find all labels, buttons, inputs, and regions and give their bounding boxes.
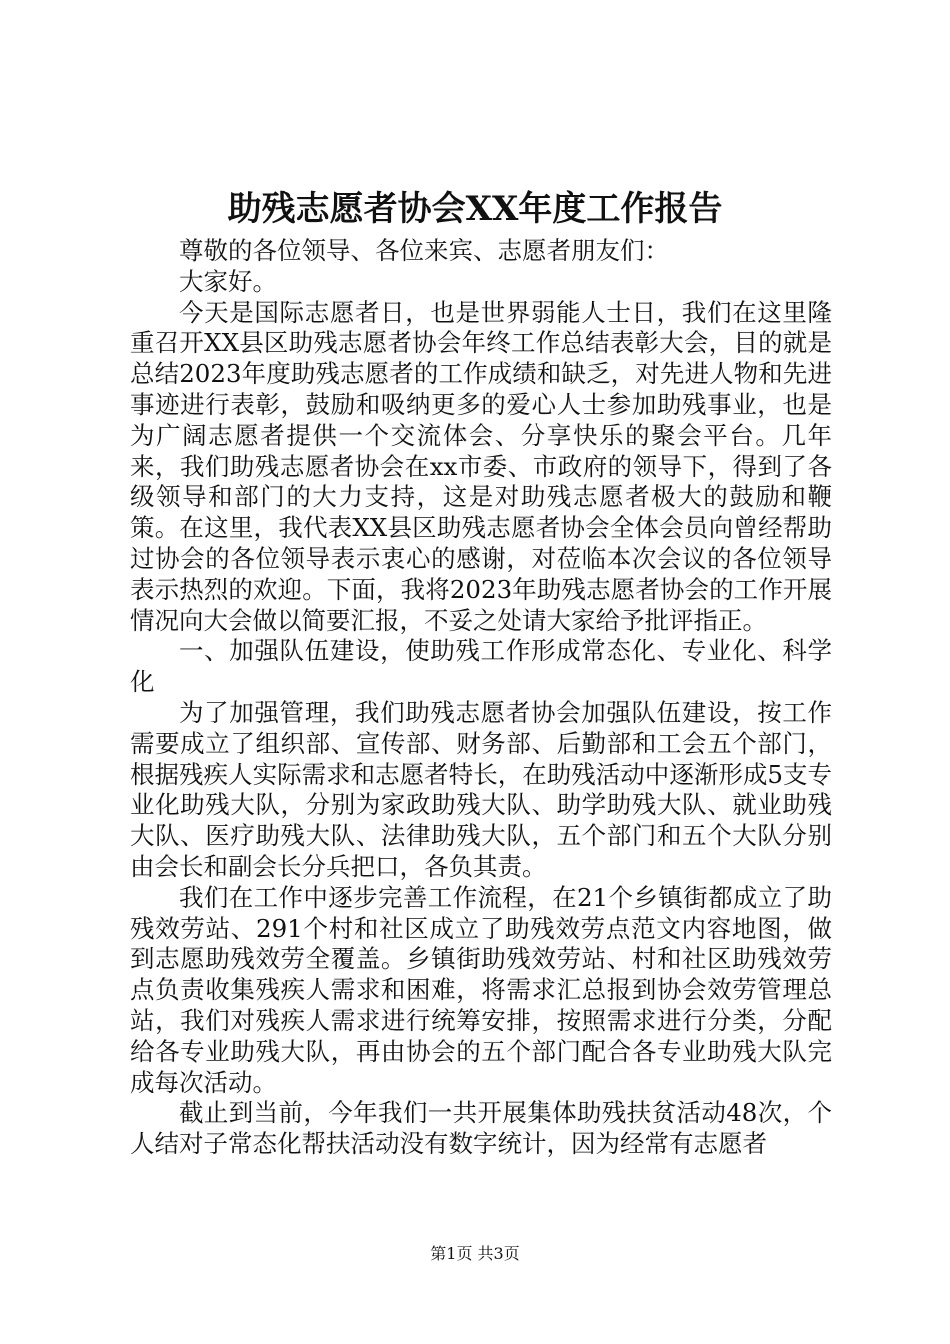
body-paragraph: 截止到当前，今年我们一共开展集体助残扶贫活动48次，个人结对子常态化帮扶活动没有数字统计，因为经常有志愿者 xyxy=(130,1098,832,1159)
body-paragraph: 为了加强管理，我们助残志愿者协会加强队伍建设，按工作需要成立了组织部、宣传部、财务部、后勤部和工会五个部门，根据残疾人实际需求和志愿者特长，在助残活动中逐渐形成5支专业化助残大队，分别为家政助残大队、助学助残大队、就业助残大队、医疗助残大队、法律助残大队，五个部门和五个大队分别由会长和副会长分兵把口，各负其责。 xyxy=(130,697,832,881)
document-title: 助残志愿者协会XX年度工作报告 xyxy=(227,189,723,229)
page-footer: 第1页 共3页 xyxy=(430,1244,520,1263)
document-body xyxy=(130,236,832,1160)
salutation-paragraph: 尊敬的各位领导、各位来宾、志愿者朋友们： xyxy=(179,236,669,265)
greeting-paragraph: 大家好。 xyxy=(179,266,277,296)
intro-paragraph: 今天是国际志愿者日，也是世界弱能人士日，我们在这里隆重召开XX县区助残志愿者协会年终工作总结表彰大会，目的就是总结2023年度助残志愿者的工作成绩和缺乏，对先进人物和先进事迹进行表彰，鼓励和吸纳更多的爱心人士参加助残事业，也是为广阔志愿者提供一个交流体会、分享快乐的聚会平台。几年来，我们助残志愿者协会在xx市委、市政府的领导下，得到了各级领导和部门的大力支持，这是对助残志愿者极大的鼓励和鞭策。在这里，我代表XX县区助残志愿者协会全体会员向曾经帮助过协会的各位领导表示衷心的感谢，对莅临本次会议的各位领导表示热烈的欢迎。下面，我将2023年助残志愿者协会的工作开展情况向大会做以简要汇报，不妥之处请大家给予批评指正。 xyxy=(130,297,832,635)
section-heading: 一、加强队伍建设，使助残工作形成常态化、专业化、科学化 xyxy=(130,636,832,697)
body-paragraph: 我们在工作中逐步完善工作流程，在21个乡镇街都成立了助残效劳站、291个村和社区成立了助残效劳点范文内容地图，做到志愿助残效劳全覆盖。乡镇街助残效劳站、村和社区助残效劳点负责收集残疾人需求和困难，将需求汇总报到协会效劳管理总站，我们对残疾人需求进行统筹安排，按照需求进行分类，分配给各专业助残大队，再由协会的五个部门配合各专业助残大队完成每次活动。 xyxy=(130,882,832,1097)
